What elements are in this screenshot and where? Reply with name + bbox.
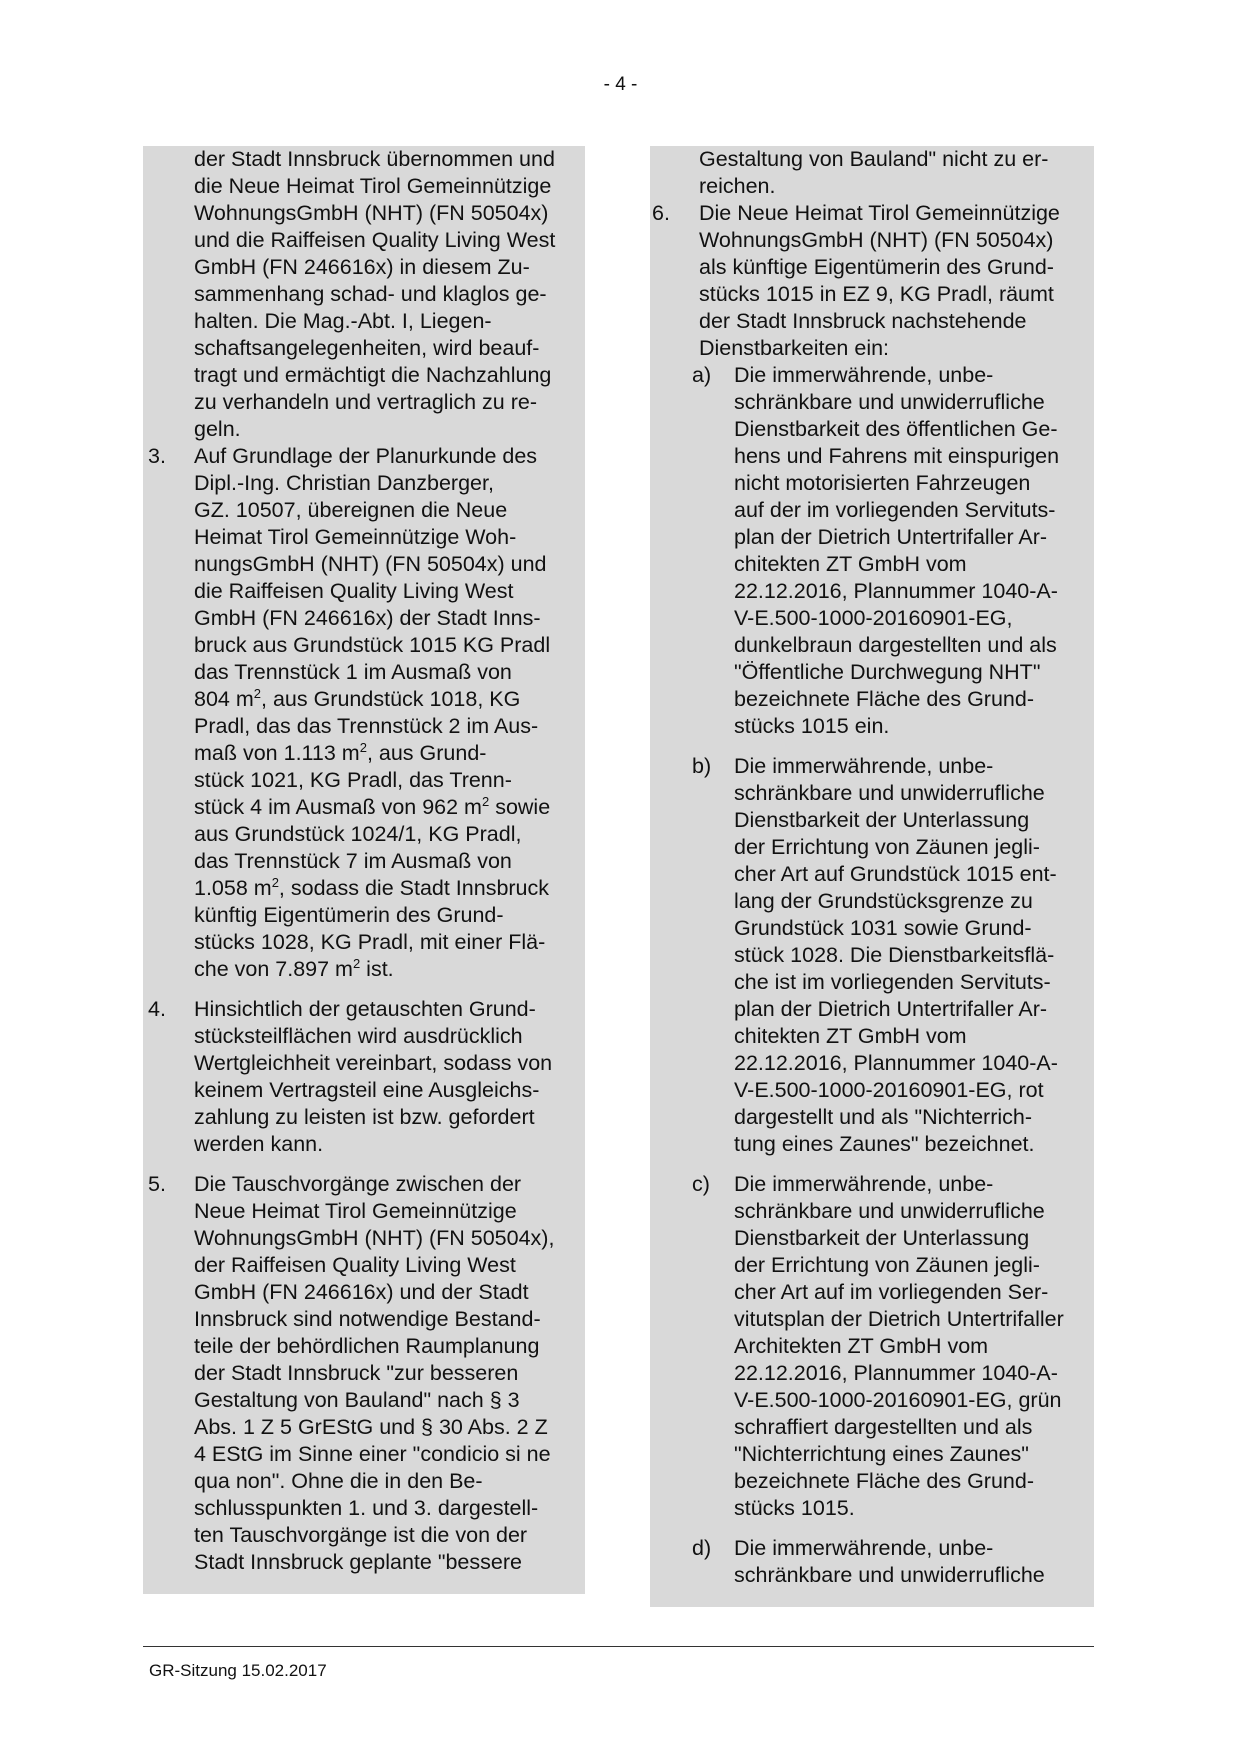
text-line: schraffiert dargestellten und als: [734, 1415, 1033, 1439]
text-segment: 804 m: [194, 687, 254, 711]
text-line: die Neue Heimat Tirol Gemeinnützige: [194, 174, 552, 198]
sub-item-label: d): [692, 1536, 712, 1560]
text-line: stück 1021, KG Pradl, das Trenn-: [194, 768, 512, 792]
text-line: chitekten ZT GmbH vom: [734, 1024, 967, 1048]
text-line: der Stadt Innsbruck nachstehende: [699, 309, 1027, 333]
text-line: stücks 1015 in EZ 9, KG Pradl, räumt: [699, 282, 1054, 306]
text-line: bezeichnete Fläche des Grund-: [734, 1469, 1034, 1493]
text-line: V-E.500-1000-20160901-EG, grün: [734, 1388, 1062, 1412]
text-line: stücks 1015 ein.: [734, 714, 890, 738]
text-line: Die immerwährende, unbe-: [734, 754, 994, 778]
item-number: 3.: [148, 444, 166, 468]
text-line: dargestellt und als "Nichterrich-: [734, 1105, 1033, 1129]
text-line: nungsGmbH (NHT) (FN 50504x) und: [194, 552, 547, 576]
item-text: [194, 443, 585, 983]
superscript: 2: [253, 685, 261, 701]
continued-paragraph: [650, 146, 1094, 200]
resolution-item-4: [143, 996, 585, 1158]
text-line: plan der Dietrich Untertrifaller Ar-: [734, 997, 1048, 1021]
text-line: [194, 956, 585, 983]
resolution-item-5: [143, 1171, 585, 1576]
text-line: Gestaltung von Bauland" nach § 3: [194, 1388, 520, 1412]
text-line: zahlung zu leisten ist bzw. gefordert: [194, 1105, 535, 1129]
text-segment: stück 4 im Ausmaß von 962 m: [194, 795, 482, 819]
text-line: vitutsplan der Dietrich Untertrifaller: [734, 1307, 1064, 1331]
text-line: tung eines Zaunes" bezeichnet.: [734, 1132, 1035, 1156]
sub-item-text: [734, 362, 1094, 740]
sub-item-text: [734, 753, 1094, 1158]
text-line: sammenhang schad- und klaglos ge-: [194, 282, 547, 306]
text-line: 22.12.2016, Plannummer 1040-A-: [734, 1051, 1058, 1075]
text-line: Die Tauschvorgänge zwischen der: [194, 1172, 522, 1196]
superscript: 2: [352, 955, 361, 971]
text-line: che ist im vorliegenden Servituts-: [734, 970, 1051, 994]
text-line: keinem Vertragsteil eine Ausgleichs-: [194, 1078, 540, 1102]
text-segment: che von 7.897 m: [194, 957, 353, 981]
text-line: Pradl, das das Trennstück 2 im Aus-: [194, 714, 539, 738]
text-line: reichen.: [699, 174, 776, 198]
text-line: Heimat Tirol Gemeinnützige Woh-: [194, 525, 517, 549]
text-line: tragt und ermächtigt die Nachzahlung: [194, 363, 552, 387]
text-line: zu verhandeln und vertraglich zu re-: [194, 390, 537, 414]
text-line: WohnungsGmbH (NHT) (FN 50504x): [699, 228, 1054, 252]
superscript: 2: [359, 739, 367, 755]
text-line: das Trennstück 7 im Ausmaß von: [194, 849, 512, 873]
text-line: Wertgleichheit vereinbart, sodass von: [194, 1051, 553, 1075]
text-line: teile der behördlichen Raumplanung: [194, 1334, 540, 1358]
text-line: aus Grundstück 1024/1, KG Pradl,: [194, 822, 522, 846]
right-column: [650, 146, 1094, 1607]
text-line: als künftige Eigentümerin des Grund-: [699, 255, 1054, 279]
text-line: 4 EStG im Sinne einer "condicio si ne: [194, 1442, 551, 1466]
text-segment: sowie: [489, 795, 551, 819]
text-line: der Errichtung von Zäunen jegli-: [734, 835, 1040, 859]
text-line: schränkbare und unwiderrufliche: [734, 1563, 1045, 1587]
sub-item-text: [734, 1171, 1094, 1522]
text-line: plan der Dietrich Untertrifaller Ar-: [734, 525, 1048, 549]
text-line: [194, 740, 585, 767]
text-line: chitekten ZT GmbH vom: [734, 552, 967, 576]
text-line: schaftsangelegenheiten, wird beauf-: [194, 336, 540, 360]
text-line: Dienstbarkeit der Unterlassung: [734, 808, 1030, 832]
resolution-item-3: [143, 443, 585, 983]
text-line: qua non". Ohne die in den Be-: [194, 1469, 483, 1493]
text-line: Architekten ZT GmbH vom: [734, 1334, 989, 1358]
text-line: GmbH (FN 246616x) und der Stadt: [194, 1280, 529, 1304]
text-line: der Errichtung von Zäunen jegli-: [734, 1253, 1040, 1277]
left-column: [143, 146, 585, 1594]
sub-item-d: [692, 1535, 1094, 1589]
text-segment: , aus Grundstück 1018, KG: [261, 687, 521, 711]
item-number: 6.: [652, 201, 670, 225]
text-line: Auf Grundlage der Planurkunde des: [194, 444, 538, 468]
sub-item-a: [692, 362, 1094, 740]
text-line: der Raiffeisen Quality Living West: [194, 1253, 516, 1277]
text-line: [194, 794, 585, 821]
text-line: "Öffentliche Durchwegung NHT": [734, 660, 1041, 684]
text-line: ten Tauschvorgänge ist die von der: [194, 1523, 528, 1547]
text-line: 22.12.2016, Plannummer 1040-A-: [734, 579, 1058, 603]
text-line: hens und Fahrens mit einspurigen: [734, 444, 1060, 468]
text-line: GmbH (FN 246616x) der Stadt Inns-: [194, 606, 541, 630]
sub-item-label: c): [692, 1172, 710, 1196]
text-line: der Stadt Innsbruck "zur besseren: [194, 1361, 519, 1385]
text-segment: ist.: [360, 957, 394, 981]
text-segment: maß von 1.113 m: [194, 741, 360, 765]
text-line: Die immerwährende, unbe-: [734, 1536, 994, 1560]
text-line: das Trennstück 1 im Ausmaß von: [194, 660, 512, 684]
continued-paragraph: [143, 146, 585, 443]
text-line: GmbH (FN 246616x) in diesem Zu-: [194, 255, 530, 279]
page-number: - 4 -: [603, 74, 638, 95]
item-text: [194, 996, 585, 1158]
text-line: "Nichterrichtung eines Zaunes": [734, 1442, 1029, 1466]
text-line: [194, 686, 585, 713]
text-line: cher Art auf im vorliegenden Ser-: [734, 1280, 1049, 1304]
text-line: WohnungsGmbH (NHT) (FN 50504x),: [194, 1226, 555, 1250]
item-text: [194, 1171, 585, 1576]
text-line: Neue Heimat Tirol Gemeinnützige: [194, 1199, 517, 1223]
text-line: stücksteilflächen wird ausdrücklich: [194, 1024, 523, 1048]
superscript: 2: [271, 874, 279, 890]
text-line: lang der Grundstücksgrenze zu: [734, 889, 1033, 913]
sub-item-label: a): [692, 363, 712, 387]
text-line: nicht motorisierten Fahrzeugen: [734, 471, 1031, 495]
text-line: stücks 1028, KG Pradl, mit einer Flä-: [194, 930, 546, 954]
text-line: V-E.500-1000-20160901-EG,: [734, 606, 1013, 630]
item-number: 5.: [148, 1172, 166, 1196]
text-line: auf der im vorliegenden Servituts-: [734, 498, 1056, 522]
text-line: 22.12.2016, Plannummer 1040-A-: [734, 1361, 1058, 1385]
item-number: 4.: [148, 997, 166, 1021]
footer-divider: [143, 1646, 1094, 1647]
text-line: werden kann.: [194, 1132, 324, 1156]
text-line: Gestaltung von Bauland" nicht zu er-: [699, 147, 1049, 171]
text-segment: , sodass die Stadt Innsbruck: [278, 876, 550, 900]
footer-session-date: GR-Sitzung 15.02.2017: [149, 1661, 327, 1680]
text-line: der Stadt Innsbruck übernommen und: [194, 147, 555, 171]
text-line: Innsbruck sind notwendige Bestand-: [194, 1307, 541, 1331]
text-line: schlusspunkten 1. und 3. dargestell-: [194, 1496, 539, 1520]
text-line: Dipl.-Ing. Christian Danzberger,: [194, 471, 494, 495]
resolution-item-6: [650, 200, 1094, 1589]
text-line: bruck aus Grundstück 1015 KG Pradl: [194, 633, 551, 657]
text-line: V-E.500-1000-20160901-EG, rot: [734, 1078, 1044, 1102]
text-line: und die Raiffeisen Quality Living West: [194, 228, 556, 252]
text-line: künftig Eigentümerin des Grund-: [194, 903, 504, 927]
sub-item-c: [692, 1171, 1094, 1522]
text-segment: , aus Grund-: [366, 741, 487, 765]
text-line: dunkelbraun dargestellten und als: [734, 633, 1057, 657]
sub-item-b: [692, 753, 1094, 1158]
text-segment: 1.058 m: [194, 876, 272, 900]
text-line: stück 1028. Die Dienstbarkeitsflä-: [734, 943, 1055, 967]
text-line: geln.: [194, 417, 241, 441]
text-line: Die immerwährende, unbe-: [734, 1172, 994, 1196]
text-line: die Raiffeisen Quality Living West: [194, 579, 514, 603]
text-line: Hinsichtlich der getauschten Grund-: [194, 997, 536, 1021]
sub-item-label: b): [692, 754, 712, 778]
text-line: schränkbare und unwiderrufliche: [734, 1199, 1045, 1223]
item-intro-text: [699, 200, 1094, 362]
text-line: schränkbare und unwiderrufliche: [734, 390, 1045, 414]
text-line: Die Neue Heimat Tirol Gemeinnützige: [699, 201, 1060, 225]
text-line: [194, 875, 585, 902]
text-line: Dienstbarkeiten ein:: [699, 336, 890, 360]
text-line: Dienstbarkeit der Unterlassung: [734, 1226, 1030, 1250]
text-line: Stadt Innsbruck geplante "bessere: [194, 1550, 522, 1574]
text-line: schränkbare und unwiderrufliche: [734, 781, 1045, 805]
text-line: Die immerwährende, unbe-: [734, 363, 994, 387]
text-line: GZ. 10507, übereignen die Neue: [194, 498, 508, 522]
sub-item-text: [734, 1535, 1094, 1589]
text-line: stücks 1015.: [734, 1496, 855, 1520]
superscript: 2: [481, 793, 490, 809]
text-line: halten. Die Mag.-Abt. I, Liegen-: [194, 309, 492, 333]
text-line: WohnungsGmbH (NHT) (FN 50504x): [194, 201, 549, 225]
text-line: cher Art auf Grundstück 1015 ent-: [734, 862, 1057, 886]
text-line: Grundstück 1031 sowie Grund-: [734, 916, 1032, 940]
text-line: Dienstbarkeit des öffentlichen Ge-: [734, 417, 1058, 441]
text-line: bezeichnete Fläche des Grund-: [734, 687, 1034, 711]
text-line: Abs. 1 Z 5 GrEStG und § 30 Abs. 2 Z: [194, 1415, 548, 1439]
